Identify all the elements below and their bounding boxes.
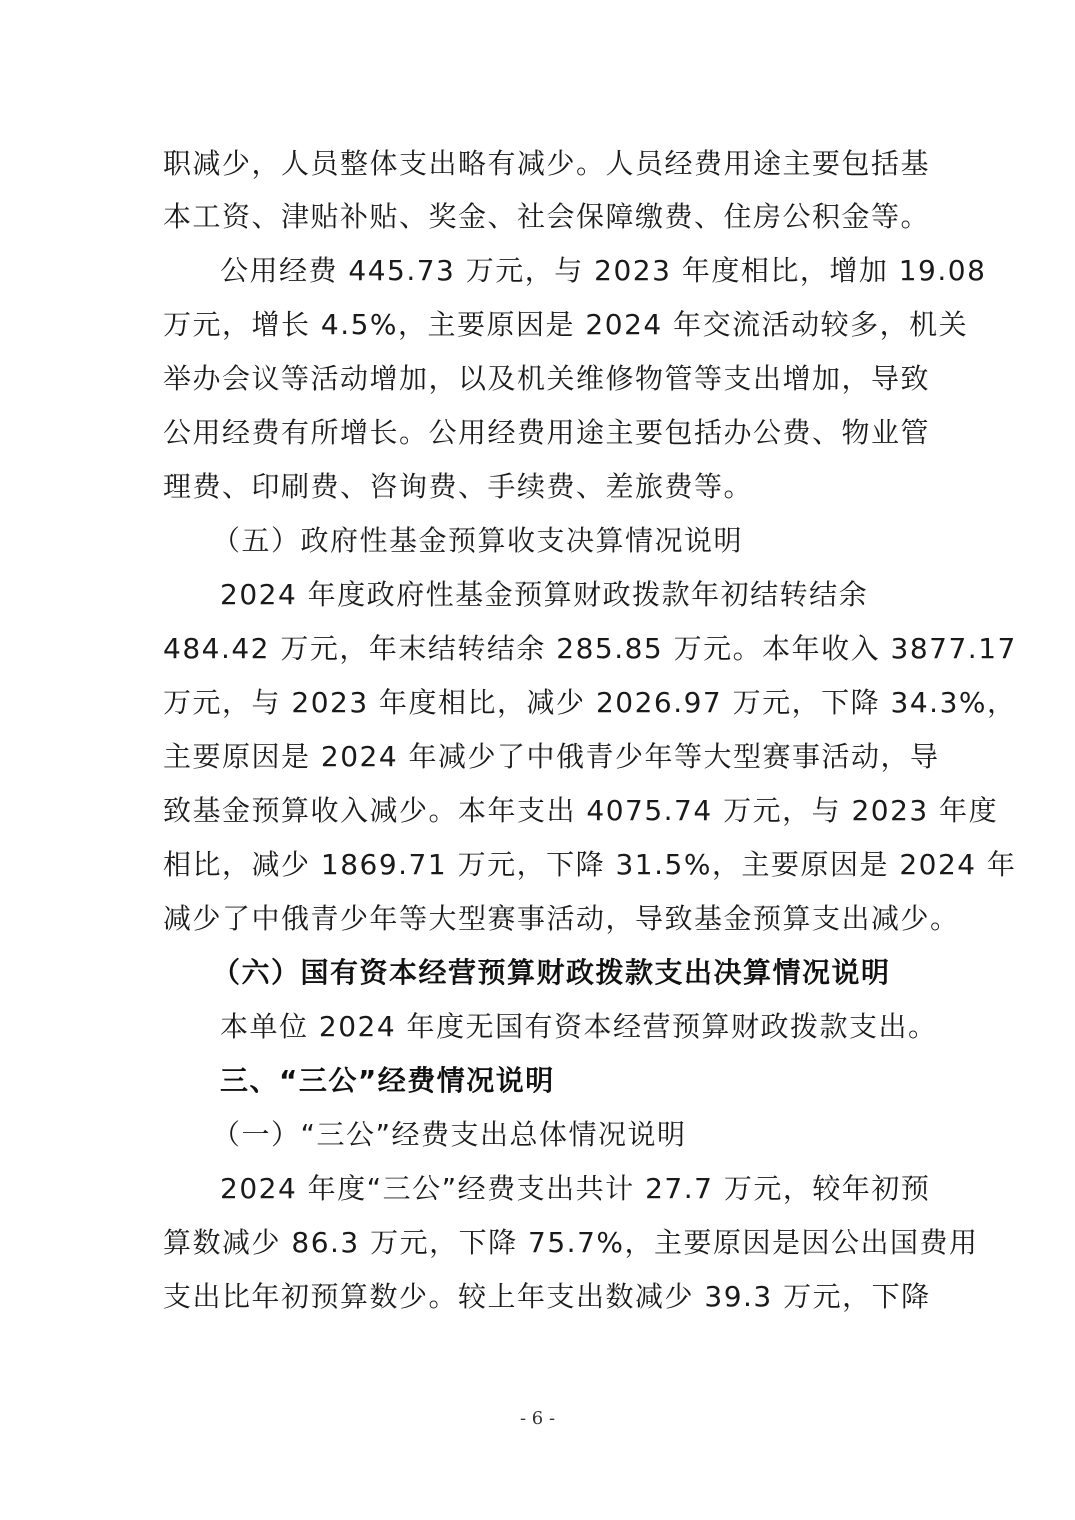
paragraph-line: 相比，减少 1869.71 万元，下降 31.5%，主要原因是 2024 年 bbox=[163, 848, 1017, 881]
paragraph-line: 484.42 万元，年末结转结余 285.85 万元。本年收入 3877.17 bbox=[163, 632, 1017, 665]
paragraph-line: 减少了中俄青少年等大型赛事活动，导致基金预算支出减少。 bbox=[163, 902, 960, 935]
paragraph-line: 2024 年度政府性基金预算财政拨款年初结转结余 bbox=[220, 578, 869, 611]
paragraph-line: 本单位 2024 年度无国有资本经营预算财政拨款支出。 bbox=[220, 1010, 938, 1043]
section-heading: （五）政府性基金预算收支决算情况说明 bbox=[212, 524, 744, 557]
paragraph-line: 理费、印刷费、咨询费、手续费、差旅费等。 bbox=[163, 470, 754, 503]
paragraph-line: 举办会议等活动增加，以及机关维修物管等支出增加，导致 bbox=[163, 362, 931, 395]
chapter-heading: 三、“三公”经费情况说明 bbox=[220, 1064, 555, 1097]
subsection-heading: （一）“三公”经费支出总体情况说明 bbox=[212, 1118, 687, 1151]
paragraph-line: 公用经费 445.73 万元，与 2023 年度相比，增加 19.08 bbox=[220, 254, 987, 287]
paragraph-line: 本工资、津贴补贴、奖金、社会保障缴费、住房公积金等。 bbox=[163, 200, 931, 233]
paragraph-line: 主要原因是 2024 年减少了中俄青少年等大型赛事活动，导 bbox=[163, 740, 940, 773]
paragraph-line: 算数减少 86.3 万元，下降 75.7%，主要原因是因公出国费用 bbox=[163, 1226, 979, 1259]
section-heading: （六）国有资本经营预算财政拨款支出决算情况说明 bbox=[212, 956, 891, 989]
paragraph-line: 万元，与 2023 年度相比，减少 2026.97 万元，下降 34.3%， bbox=[163, 686, 1017, 719]
page-number: - 6 - bbox=[519, 1408, 556, 1429]
paragraph-line: 公用经费有所增长。公用经费用途主要包括办公费、物业管 bbox=[163, 416, 931, 449]
paragraph-line: 职减少，人员整体支出略有减少。人员经费用途主要包括基 bbox=[163, 147, 931, 180]
paragraph-line: 万元，增长 4.5%，主要原因是 2024 年交流活动较多，机关 bbox=[163, 308, 969, 341]
paragraph-line: 致基金预算收入减少。本年支出 4075.74 万元，与 2023 年度 bbox=[163, 794, 999, 827]
paragraph-line: 2024 年度“三公”经费支出共计 27.7 万元，较年初预 bbox=[220, 1172, 931, 1205]
paragraph-line: 支出比年初预算数少。较上年支出数减少 39.3 万元，下降 bbox=[163, 1280, 931, 1313]
